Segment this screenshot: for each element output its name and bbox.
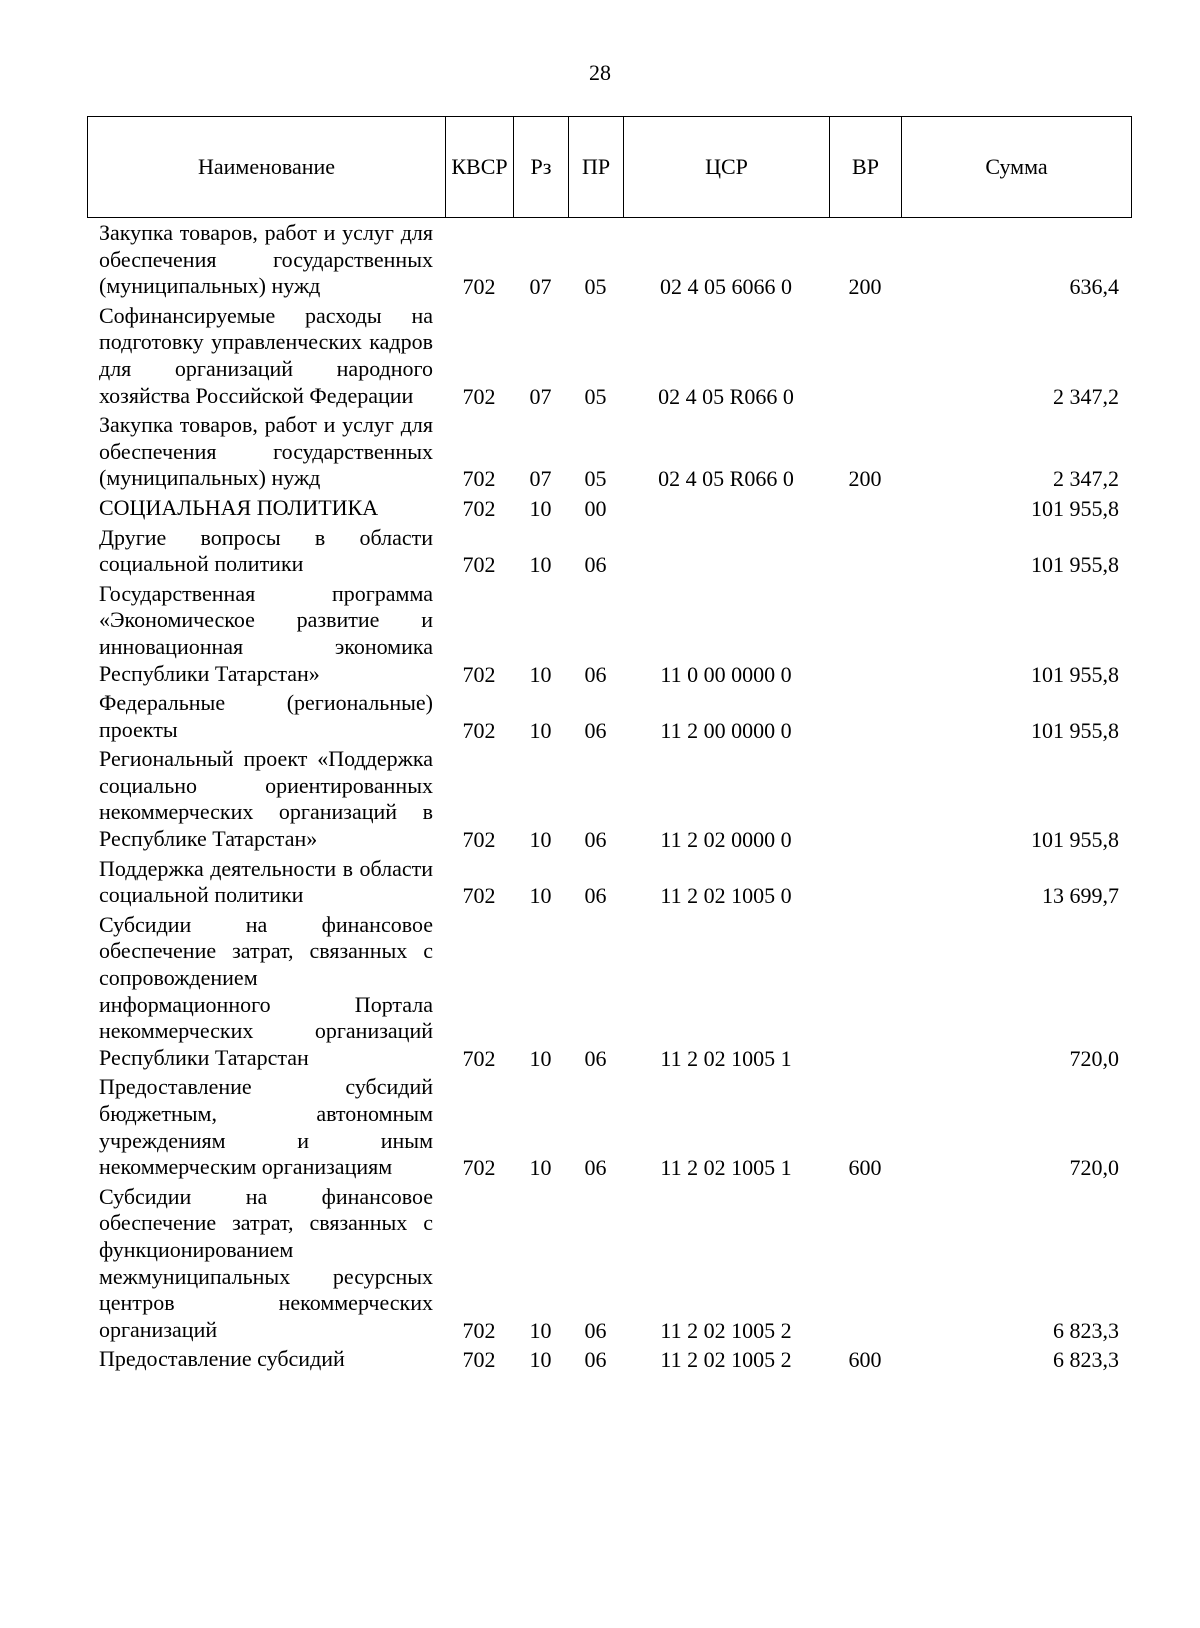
- cell-vr: [829, 1182, 901, 1345]
- cell-rz: 07: [529, 274, 552, 300]
- cell-name: Другие вопросы в области социальной политики: [99, 524, 433, 577]
- cell-vr: [829, 910, 901, 1073]
- table-row: [87, 301, 1131, 410]
- cell-name: Поддержка деятельности в области социальной политики: [99, 855, 433, 908]
- table-body: [87, 218, 1131, 1374]
- table-row: [87, 1344, 1131, 1374]
- cell-sum: 720,0: [1069, 1045, 1119, 1071]
- column-header-rz: Рз: [514, 117, 569, 218]
- cell-pr: 06: [584, 883, 607, 909]
- column-header-vr: ВР: [830, 117, 902, 218]
- cell-pr: 05: [584, 274, 607, 300]
- cell-vr: [829, 744, 901, 853]
- table-row: [87, 1072, 1131, 1181]
- cell-kvsr: 702: [462, 883, 496, 909]
- cell-sum: 101 955,8: [1031, 552, 1119, 578]
- cell-pr: 06: [584, 717, 607, 743]
- cell-pr: 05: [584, 466, 607, 492]
- cell-rz: 10: [529, 552, 552, 578]
- table-row: [87, 910, 1131, 1073]
- cell-csr: 11 2 02 1005 0: [660, 883, 792, 909]
- cell-kvsr: 702: [462, 1347, 496, 1373]
- cell-pr: 00: [584, 495, 607, 521]
- cell-rz: 10: [529, 495, 552, 521]
- cell-vr: 600: [848, 1155, 882, 1181]
- cell-vr: 600: [848, 1347, 882, 1373]
- cell-pr: 06: [584, 1155, 607, 1181]
- cell-pr: 06: [584, 1347, 607, 1373]
- cell-csr: 11 0 00 0000 0: [660, 661, 792, 687]
- cell-kvsr: 702: [462, 466, 496, 492]
- cell-rz: 10: [529, 883, 552, 909]
- cell-csr: 02 4 05 R066 0: [658, 466, 794, 492]
- cell-kvsr: 702: [462, 552, 496, 578]
- cell-vr: [829, 688, 901, 744]
- cell-rz: 10: [529, 827, 552, 853]
- cell-name: Софинансируемые расходы на подготовку управленческих кадров для организаций народного хозяйства Российской Федерации: [99, 302, 433, 408]
- table-header: [87, 116, 1132, 218]
- cell-vr: [829, 493, 901, 523]
- cell-vr: 200: [848, 466, 882, 492]
- cell-csr: 11 2 02 1005 2: [660, 1347, 792, 1373]
- table-row: [87, 854, 1131, 910]
- cell-rz: 10: [529, 717, 552, 743]
- cell-csr: 11 2 02 1005 1: [660, 1045, 792, 1071]
- cell-name: Предоставление субсидий: [99, 1346, 345, 1372]
- table-row: [87, 410, 1131, 493]
- cell-pr: 06: [584, 661, 607, 687]
- cell-sum: 720,0: [1069, 1155, 1119, 1181]
- column-header-name: Наименование: [88, 117, 446, 218]
- cell-pr: 06: [584, 552, 607, 578]
- cell-name: СОЦИАЛЬНАЯ ПОЛИТИКА: [99, 494, 379, 520]
- cell-name: Федеральные (региональные) проекты: [99, 690, 433, 742]
- cell-pr: 06: [584, 1317, 607, 1343]
- cell-kvsr: 702: [462, 274, 496, 300]
- cell-kvsr: 702: [462, 1155, 496, 1181]
- cell-pr: 06: [584, 1045, 607, 1071]
- cell-vr: [829, 523, 901, 579]
- cell-csr: 11 2 02 1005 1: [660, 1155, 792, 1181]
- page-number: 28: [589, 60, 611, 85]
- cell-name: Субсидии на финансовое обеспечение затрат, связанных с сопровождением информационного Портала некоммерческих организаций Республики Татарстан: [99, 911, 433, 1070]
- cell-name: Государственная программа «Экономическое развитие и инновационная экономика Республики Татарстан»: [99, 580, 433, 686]
- cell-name: Региональный проект «Поддержка социально ориентированных некоммерческих организаций в Республике Татарстан»: [99, 746, 433, 852]
- budget-table: [87, 218, 1131, 1374]
- cell-csr: 02 4 05 6066 0: [660, 274, 792, 300]
- table-row: [87, 523, 1131, 579]
- cell-kvsr: 702: [462, 661, 496, 687]
- cell-sum: 636,4: [1069, 274, 1119, 300]
- cell-csr: [623, 523, 829, 579]
- cell-rz: 10: [529, 1317, 552, 1343]
- cell-csr: [623, 493, 829, 523]
- cell-csr: 11 2 02 0000 0: [660, 827, 792, 853]
- cell-sum: 101 955,8: [1031, 717, 1119, 743]
- cell-vr: [829, 854, 901, 910]
- cell-csr: 11 2 02 1005 2: [660, 1317, 792, 1343]
- cell-pr: 06: [584, 827, 607, 853]
- cell-sum: 101 955,8: [1031, 495, 1119, 521]
- cell-rz: 10: [529, 661, 552, 687]
- cell-rz: 07: [529, 466, 552, 492]
- table-row: [87, 493, 1131, 523]
- column-header-pr: ПР: [569, 117, 624, 218]
- cell-csr: 11 2 00 0000 0: [660, 717, 792, 743]
- table-row: [87, 688, 1131, 744]
- cell-pr: 05: [584, 383, 607, 409]
- cell-csr: 02 4 05 R066 0: [658, 383, 794, 409]
- cell-vr: 200: [848, 274, 882, 300]
- column-header-kvsr: КВСР: [446, 117, 514, 218]
- cell-kvsr: 702: [462, 1317, 496, 1343]
- cell-name: Предоставление субсидий бюджетным, автономным учреждениям и иным некоммерческим организациям: [99, 1074, 433, 1180]
- cell-sum: 2 347,2: [1053, 466, 1119, 492]
- table-row: [87, 1182, 1131, 1345]
- column-header-sum: Сумма: [902, 117, 1132, 218]
- cell-sum: 6 823,3: [1053, 1347, 1119, 1373]
- cell-name: Субсидии на финансовое обеспечение затрат, связанных с функционированием межмуниципальных ресурсных центров некоммерческих организаций: [99, 1183, 433, 1342]
- cell-sum: 101 955,8: [1031, 827, 1119, 853]
- cell-kvsr: 702: [462, 495, 496, 521]
- cell-kvsr: 702: [462, 717, 496, 743]
- cell-vr: [829, 579, 901, 688]
- cell-sum: 13 699,7: [1042, 883, 1119, 909]
- table-row: [87, 744, 1131, 853]
- table-row: [87, 579, 1131, 688]
- cell-rz: 10: [529, 1045, 552, 1071]
- cell-name: Закупка товаров, работ и услуг для обеспечения государственных (муниципальных) нужд: [99, 220, 433, 299]
- cell-kvsr: 702: [462, 1045, 496, 1071]
- cell-rz: 10: [529, 1347, 552, 1373]
- cell-kvsr: 702: [462, 827, 496, 853]
- column-header-csr: ЦСР: [624, 117, 830, 218]
- cell-vr: [829, 301, 901, 410]
- cell-sum: 101 955,8: [1031, 661, 1119, 687]
- cell-name: Закупка товаров, работ и услуг для обеспечения государственных (муниципальных) нужд: [99, 412, 433, 491]
- cell-kvsr: 702: [462, 383, 496, 409]
- cell-rz: 07: [529, 383, 552, 409]
- cell-rz: 10: [529, 1155, 552, 1181]
- cell-sum: 6 823,3: [1053, 1317, 1119, 1343]
- cell-sum: 2 347,2: [1053, 383, 1119, 409]
- table-row: [87, 218, 1131, 301]
